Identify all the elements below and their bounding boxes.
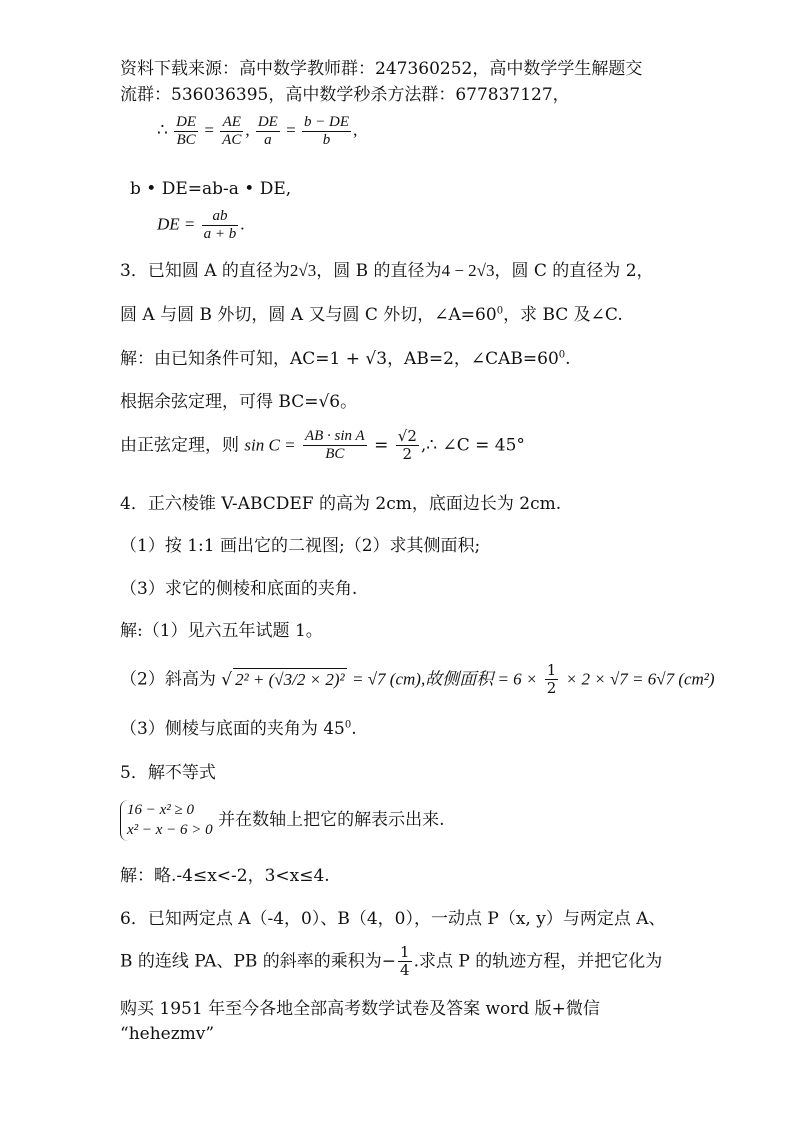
problem-4-solution-3: （3）侧棱与底面的夹角为 $45^0$. — [120, 719, 357, 739]
similar-ratio-formula: ∴ $\frac{DE}{BC}$ = $\frac{AE}{AC}$ , $\frac{DE}{a}$ = $\frac{b - DE}{b}$ , — [157, 114, 358, 149]
problem-3-line-2: 圆 A 与圆 B 外切，圆 A 又与圆 C 外切，$\angle A=60^0$，求 BC 及∠C. — [120, 305, 623, 325]
problem-4-solution-2: （2）斜高为 √ 2² + (√3/2 × 2)² = √7 (cm),故侧面积 = 6 × $\frac{1}{2}$ × 2 × √7 = 6√7 (cm²) — [120, 661, 715, 698]
problem-5-line-1: 5．解不等式 — [120, 763, 216, 783]
header-line-1: 资料下载来源：高中数学教师群：247360252，高中数学学生解题交 — [120, 59, 643, 79]
problem-3-line-1: 3．已知圆 A 的直径为2√3，圆 B 的直径为4 − 2√3，圆 C 的直径为 2， — [120, 261, 654, 281]
footer-line-1: 购买 1951 年至今各地全部高考数学试卷及答案 word 版+微信 — [120, 999, 600, 1019]
problem-4-line-3: （3）求它的侧棱和底面的夹角. — [120, 579, 358, 599]
problem-5-system: 16 − x² ≥ 0 x² − x − 6 > 0 并在数轴上把它的解表示出来. — [120, 800, 445, 841]
footer-line-2: “hehezmv” — [120, 1024, 215, 1044]
problem-4-line-2: （1）按 1:1 画出它的二视图;（2）求其侧面积; — [120, 536, 481, 556]
problem-4-solution-1: 解:（1）见六五年试题 1。 — [120, 621, 323, 641]
problem-3-solution-3: 由正弦定理，则 sin C = $\frac{\text{AB · sin A}}{BC}$ = $\frac{√2}{2}$ ,∴ ∠C = 45° — [120, 427, 525, 464]
problem-6-line-1: 6．已知两定点 A（-4，0）、B（4，0），一动点 P（x, y）与两定点 A、 — [120, 909, 666, 929]
de-equation-line: b • DE=ab-a • DE, — [130, 179, 292, 199]
de-result-formula: DE = $\frac{ab}{a + b}$ . — [157, 208, 245, 243]
problem-4-line-1: 4．正六棱锥 V-ABCDEF 的高为 2cm，底面边长为 2cm. — [120, 494, 562, 514]
problem-3-solution-2: 根据余弦定理，可得 BC=√6。 — [120, 392, 358, 412]
header-line-2: 流群：536036395，高中数学秒杀方法群：677837127， — [120, 85, 570, 105]
problem-5-solution: 解：略.-4≤x<-2，3<x≤4. — [120, 866, 330, 886]
problem-6-line-2: B 的连线 PA、PB 的斜率的乘积为− $\frac{1}{4}$ .求点 P 的轨迹方程，并把它化为 — [120, 943, 663, 980]
problem-3-solution-1: 解：由已知条件可知，AC=1 + √3，AB=2，$\angle CAB=60^0$. — [120, 349, 571, 369]
